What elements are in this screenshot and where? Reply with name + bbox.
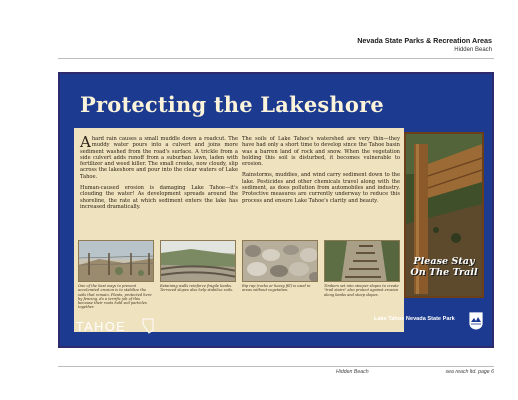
document-header <box>357 36 492 53</box>
header-rule <box>58 58 494 59</box>
nevada-outline-icon <box>142 318 154 334</box>
sign-text-area <box>74 128 404 332</box>
photo-rip-rap-caption: Rip rap (rocks or heavy fill) is used in areas without vegetation. <box>242 284 311 293</box>
tahoe-logo: TAHOE <box>76 320 127 334</box>
please-stay-on-trail-text <box>408 256 480 278</box>
header-subtitle: Hidden Beach <box>454 47 492 53</box>
photo-trail-stairs-caption: Timbers set into steeper slopes to create "trail stairs" also protect against erosion along banks and steep slopes. <box>324 284 399 297</box>
footer-location: Hidden Beach <box>336 369 369 375</box>
left-paragraph-1 <box>80 133 238 180</box>
photo-retaining-wall-image <box>160 240 236 282</box>
footer-rule <box>58 366 494 367</box>
right-paragraph-1: The soils of Lake Tahoe's watershed are very thin—they have had only a short time to develop since the Tahoe basin was a barren land of rock and snow. When the vegetation holding this soil is disturbed, it becomes vulnerable to erosion. <box>242 136 400 168</box>
state-park-badge-icon <box>467 311 485 331</box>
photo-rip-rap-image <box>242 240 318 282</box>
dropcap: A <box>80 133 91 151</box>
right-column <box>242 136 400 209</box>
sign-title: Protecting the Lakeshore <box>80 92 384 117</box>
photo-trail-stairs <box>324 240 400 297</box>
photo-fencing-image <box>78 240 154 282</box>
trail-photo <box>404 132 484 298</box>
right-paragraph-2: Rainstorms, muddies, and wind carry sediment down to the lake. Pesticides and other chemicals travel along with the sediment, as does pollution from automobiles and industry. Protective measures are currently underway to reduce this process and ensure Lake Tahoe's clarity and beauty. <box>242 172 400 204</box>
footer-page-info: sea reach ltd. page 6 <box>445 369 494 375</box>
left-column <box>80 133 238 215</box>
left-paragraph-2: Human-caused erosion is damaging Lake Tahoe—it's clouding the water! As development spreads around the shoreline, the rate at which sediment enters the lake has increased dramatically. <box>80 185 238 210</box>
photo-fencing <box>78 240 154 310</box>
trail-text-line-1: Please Stay <box>413 256 475 267</box>
photo-rip-rap <box>242 240 318 293</box>
header-title: Nevada State Parks & Recreation Areas <box>357 36 492 45</box>
photo-retaining-wall <box>160 240 236 293</box>
trail-text-line-2: On The Trail <box>410 267 478 278</box>
photo-retaining-wall-caption: Retaining walls reinforce fragile banks. Terraced slopes also help stabilize soils. <box>160 284 234 293</box>
park-name: Lake Tahoe Nevada State Park <box>374 316 455 322</box>
left-paragraph-1-text: hard rain causes a small muddle down a roadcut. The muddy water pours into a culvert and joins more sediment washed from the road's surface. A trickle from a side culvert adds runoff from a suburban lawn, laden with fertilizer and weed killer. The small creeks, now cloudy, slip across the lakeshore and pour into the clear waters of Lake Tahoe. <box>80 136 238 180</box>
photo-trail-stairs-image <box>324 240 400 282</box>
interpretive-sign <box>58 72 494 348</box>
photo-strip <box>78 240 402 312</box>
photo-fencing-caption: One of the best ways to prevent accelerated erosion is to stabilize the soils that remain. Plants, protected here by fencing, do a terrific job of this because their roots hold soil particles together. <box>78 284 152 310</box>
